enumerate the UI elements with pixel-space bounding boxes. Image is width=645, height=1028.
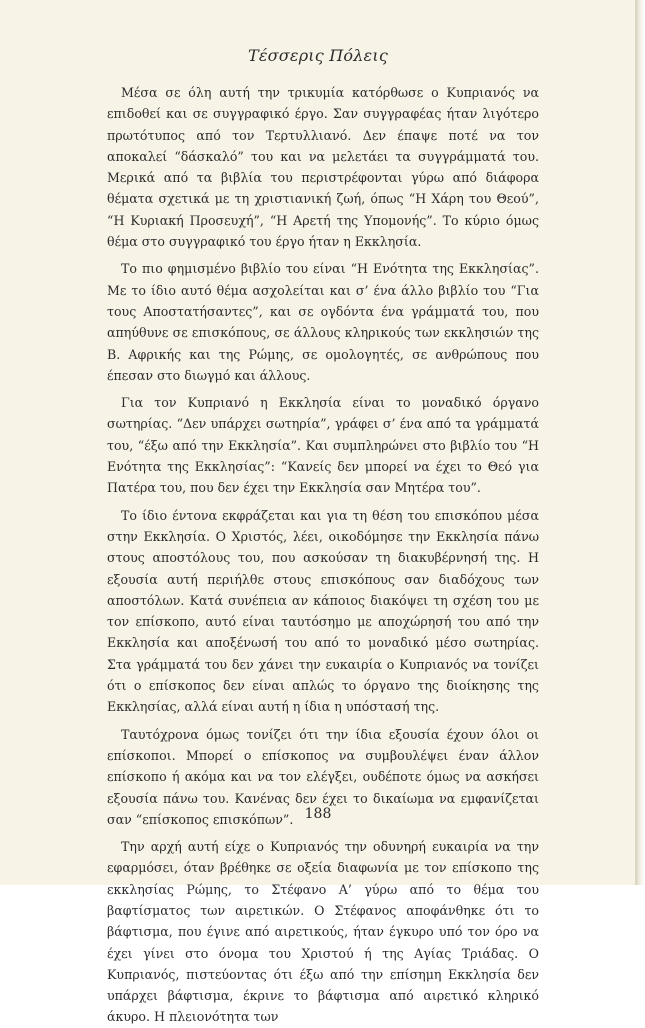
paragraph-2: Το πιο φημισμένο βιβλίο του είναι “Η Ενότητα της Εκκλησίας”. Με το ίδιο αυτό θέμα ασχολείται και σ’ ένα άλλο βιβλίο του “Για τους Αποστατήσαντες”, και σε ογδόντα ένα γράμματά του, που απηύθυνε σε επισκόπους, σε άλλους κληρικούς των εκκλησιών της Β. Αφρικής και της Ρώμης, σε ομολογητές, σε ανθρώπους που έπεσαν στο διωγμό και άλλους. [107,261,539,383]
paragraph-3: Για τον Κυπριανό η Εκκλησία είναι το μοναδικό όργανο σωτηρίας. “Δεν υπάρχει σωτηρία”, γράφει σ’ ένα από τα γράμματά του, “έξω από την Εκκλησία”. Και συμπληρώνει στο βιβλίο του “Η Ενότητα της Εκκλησίας”: “Κανείς δεν μπορεί να έχει το Θεό για Πατέρα του, που δεν έχει την Εκκλησία σαν Μητέρα του”. [107,395,539,496]
body-text [107,82,539,1028]
page-edge [636,0,645,885]
paragraph-4: Το ίδιο έντονα εκφράζεται και για τη θέση του επισκόπου μέσα στην Εκκλησία. Ο Χριστός, λέει, οικοδόμησε την Εκκλησία πάνω στους αποστόλους του, που ασκούσαν τη διακυβέρνησή της. Η εξουσία αυτή περιήλθε στους επισκόπους σαν διαδόχους των αποστόλων. Κατά συνέπεια αν κάποιος διακόψει τη σχέση του με τον επίσκοπο, αυτό είναι ταυτόσημο με αποχώρησή του από την Εκκλησία και αποξένωσή του από το μοναδικό μέσο σωτηρίας. Στα γράμματά του δεν χάνει την ευκαιρία ο Κυπριανός να τονίζει ότι ο επίσκοπος δεν είναι απλώς το όργανο της διοίκησης της Εκκλησίας, αλλά είναι αυτή η ίδια η υπόστασή της. [107,507,539,715]
page-number: 188 [304,806,332,822]
paragraph-6: Την αρχή αυτή είχε ο Κυπριανός την οδυνηρή ευκαιρία να την εφαρμόσει, όταν βρέθηκε σε οξεία διαφωνία με τον επίσκοπο της εκκλησίας Ρώμης, το Στέφανο Α’ γύρω από το θέμα του βαφτίσματος των αιρετικών. Ο Στέφανος αποφάνθηκε ότι το βάφτισμα, που έγινε από αιρετικούς, ήταν έγκυρο υπό τον όρο να έχει γίνει στο όνομα του Χριστού ή της Αγίας Τριάδας. Ο Κυπριανός, πιστεύοντας ότι έξω από την επίσημη Εκκλησία δεν υπάρχει βάφτισμα, έκρινε το βάφτισμα από αιρετικό κληρικό άκυρο. Η πλειονότητα των [107,839,539,1025]
paragraph-5: Ταυτόχρονα όμως τονίζει ότι την ίδια εξουσία έχουν όλοι οι επίσκοποι. Μπορεί ο επίσκοπος να συμβουλέψει έναν άλλον επίσκοπο ή ακόμα και να τον ελέγξει, ουδέποτε όμως να ασκήσει εξουσία πάνω του. Κανένας δεν έχει το δικαίωμα να εμφανίζεται σαν “επίσκοπος επισκόπων”. [107,726,539,827]
running-head: Τέσσερις Πόλεις [248,46,388,65]
paragraph-1: Μέσα σε όλη αυτή την τρικυμία κατόρθωσε ο Κυπριανός να επιδοθεί και σε συγγραφικό έργο. Σαν συγγραφέας ήταν λιγότερο πρωτότυπος από τον Τερτυλλιανό. Δεν έπαψε ποτέ να τον αποκαλεί “δάσκαλό” του και να μελετάει τα συγγράμματά του. Μερικά από τα βιβλία του περιστρέφονται γύρω από διάφορα θέματα σχετικά με τη χριστιανική ζωή, όπως “Η Χάρη του Θεού”, “Η Κυριακή Προσευχή”, “Η Αρετή της Υπομονής”. Το κύριο όμως θέμα στο συγγραφικό του έργο ήταν η Εκκλησία. [107,85,539,250]
